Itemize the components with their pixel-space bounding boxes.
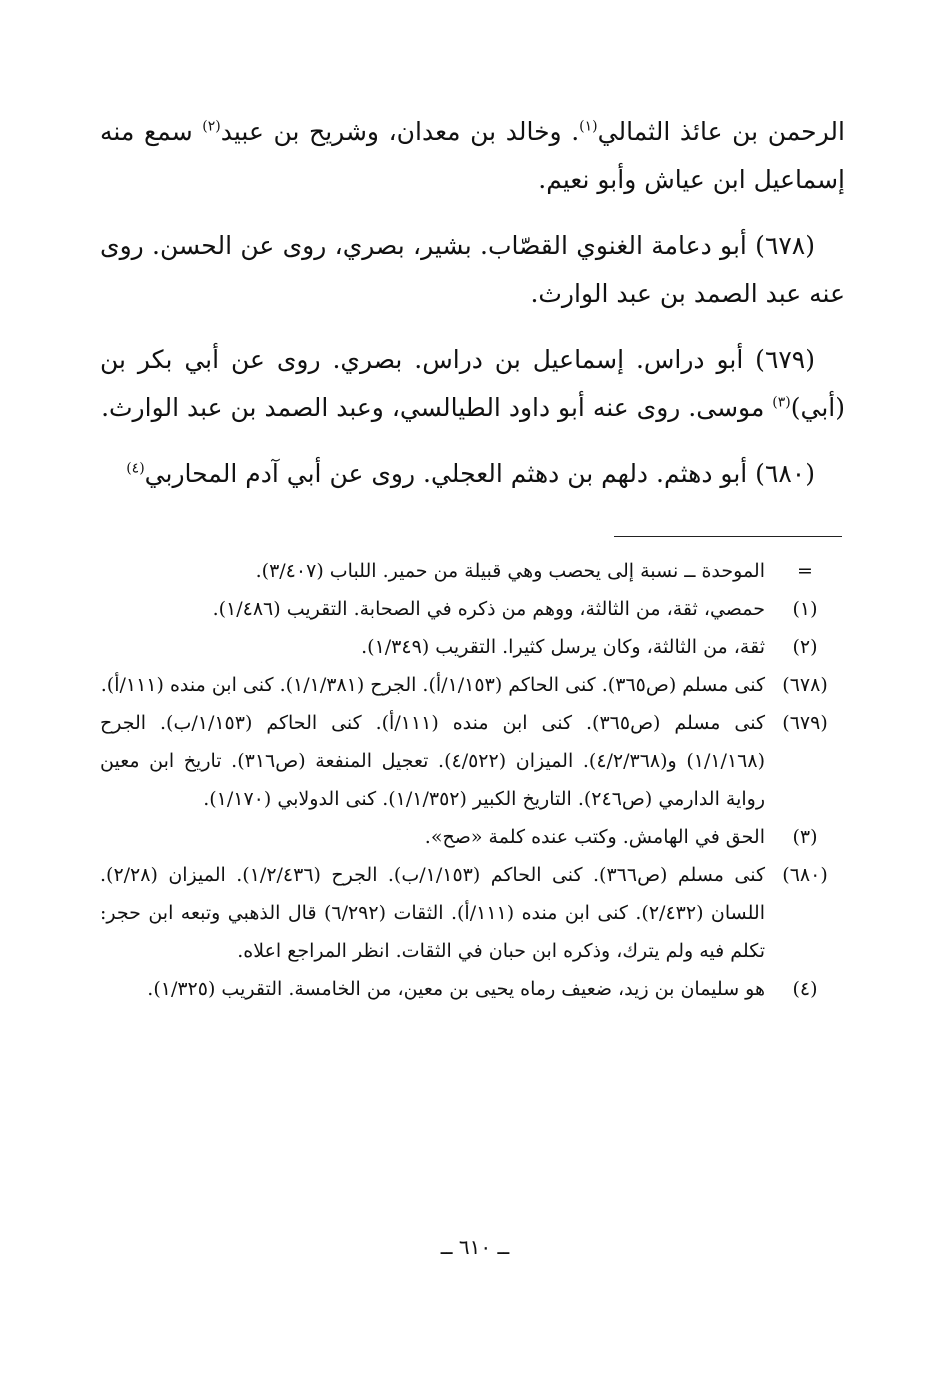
footnote-item [100, 552, 845, 590]
footnote-text: حمصي، ثقة، من الثالثة، ووهم من ذكره في الصحابة. التقريب (١/٤٨٦). [212, 598, 765, 620]
footnote-number: = [797, 560, 813, 582]
text-segment: . وخالد بن معدان، وشريح بن عبيد [220, 117, 580, 146]
footnote-text: هو سليمان بن زيد، ضعيف رماه يحيى بن معين، من الخامسة. التقريب (١/٣٢٥). [147, 978, 765, 1000]
footnote-item [100, 666, 845, 704]
footnote-number: (١) [792, 598, 818, 620]
text-segment: سمع منه إسماعيل ابن عياش وأبو نعيم. [100, 117, 845, 194]
text-segment: الرحمن بن عائذ الثمالي [597, 117, 845, 146]
footnote-marker: (٣) [772, 394, 791, 411]
footnote-text: الحق في الهامش. وكتب عنده كلمة «صح». [424, 826, 765, 848]
footnote-number: (٦٧٨) [782, 674, 828, 696]
footnote-item [100, 590, 845, 628]
footnotes [100, 552, 845, 1008]
text-segment: (٦٨٠) أبو دهثم. دلهم بن دهثم العجلي. روى عن أبي آدم المحاربي [144, 459, 815, 488]
footnote-text: كنى مسلم (ص٣٦٦). كنى الحاكم (١/١٥٣/ب). الجرح (١/٢/٤٣٦). الميزان (٢/٢٨). اللسان (٢/٤٣٢). كنى ابن منده (١١١/أ). الثقات (٦/٢٩٢) قال الذهبي وتبعه ابن حجر: تكلم فيه ولم يترك، وذكره ابن حبان في الثقات. انظر المراجع اعلاه. [100, 864, 765, 962]
entry-679 [100, 336, 845, 432]
footnote-number: (٦٨٠) [782, 864, 828, 886]
footnote-text: ثقة، من الثالثة، وكان يرسل كثيرا. التقريب (١/٣٤٩). [361, 636, 765, 658]
footnote-number: (٦٧٩) [782, 712, 828, 734]
entry-680 [100, 450, 845, 498]
footnote-marker: (١) [579, 118, 598, 135]
footnote-text: كنى مسلم (ص٣٦٥). كنى الحاكم (١/١٥٣/أ). الجرح (١/١/٣٨١). كنى ابن منده (١١١/أ). [100, 674, 765, 696]
footnote-item [100, 970, 845, 1008]
footnote-number: (٢) [792, 636, 818, 658]
footnote-item [100, 628, 845, 666]
footnote-separator [614, 536, 842, 537]
page-number: ــ ٦١٠ ــ [440, 1235, 510, 1259]
paragraph-continuation [100, 108, 845, 204]
footnote-text: كنى مسلم (ص٣٦٥). كنى ابن منده (١١١/أ). كنى الحاكم (١/١٥٣/ب). الجرح (١/١/١٦٨) و(٤/٢/٣٦٨). الميزان (٤/٥٢٢). تعجيل المنفعة (ص٣١٦). تاريخ ابن معين رواية الدارمي (ص٢٤٦). التاريخ الكبير (١/١/٣٥٢). كنى الدولابي (١/١٧٠). [100, 712, 765, 810]
footnote-item [100, 704, 845, 818]
footnote-text: الموحدة ــ نسبة إلى يحصب وهي قبيلة من حمير. اللباب (٣/٤٠٧). [255, 560, 765, 582]
footnote-item [100, 818, 845, 856]
footnote-number: (٣) [792, 826, 818, 848]
footnote-marker: (٢) [202, 118, 221, 135]
text-segment: موسى. روى عنه أبو داود الطيالسي، وعبد الصمد بن عبد الوارث. [101, 393, 773, 422]
footnote-marker: (٤) [126, 460, 145, 477]
main-text [100, 108, 845, 516]
footnote-item [100, 856, 845, 970]
footnote-number: (٤) [792, 978, 818, 1000]
text-segment: (٦٧٩) أبو دراس. إسماعيل بن دراس. بصري. روى عن أبي بكر بن (أبي) [100, 345, 845, 422]
entry-678: (٦٧٨) أبو دعامة الغنوي القصّاب. بشير، بصري، روى عن الحسن. روى عنه عبد الصمد بن عبد الوارث. [100, 231, 845, 308]
